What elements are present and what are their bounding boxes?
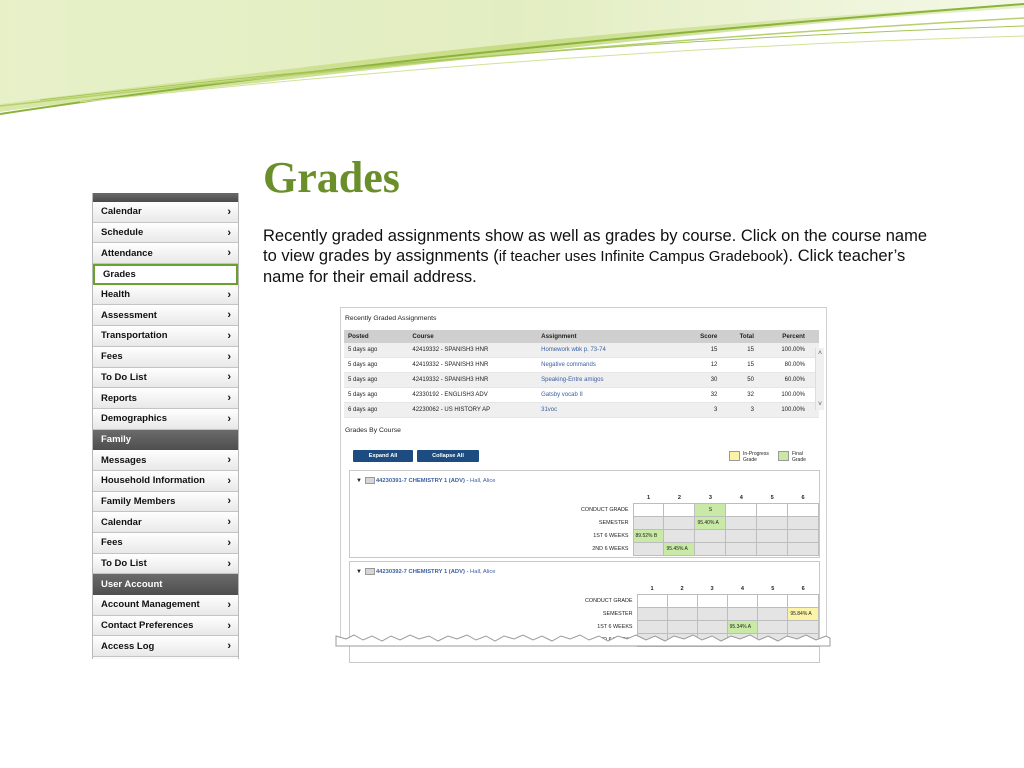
period-header-row [579, 493, 819, 504]
sidebar-item-family-to-do-list[interactable] [93, 554, 238, 575]
slide-description [263, 226, 943, 287]
table-row [344, 343, 819, 358]
sidebar-item-contact-preferences[interactable] [93, 616, 238, 637]
period-header-row [583, 584, 819, 595]
teacher-name-link[interactable]: Hall, Alice [470, 569, 496, 576]
sidebar-item-label: Assessment [101, 309, 157, 321]
sidebar-item-label: Calendar [101, 206, 142, 218]
desc-part-3: ). Click teacher’s name for their email address. [263, 247, 906, 286]
grade-cell [758, 608, 788, 621]
grade-cell [695, 530, 726, 543]
assignment-link[interactable]: Gatsby vocab II [537, 388, 684, 403]
table-row [344, 388, 819, 403]
period-header: 3 [708, 495, 712, 501]
grades-screenshot [340, 307, 827, 639]
column-header-posted: Posted [344, 330, 408, 343]
grade-cell [788, 543, 819, 556]
course-separator: - [464, 569, 471, 576]
sidebar-item-access-log[interactable] [93, 636, 238, 657]
course-cell: 42419332 - SPANISH3 HNR [408, 343, 537, 358]
desc-part-1: Recently graded assignments show as well as grades by course. Click on the course name to view grades by assignments ( [263, 227, 927, 265]
grid-corner [583, 584, 637, 595]
grade-cell [633, 543, 664, 556]
grade-cell [664, 504, 695, 517]
sidebar-item-account-management[interactable] [93, 595, 238, 616]
score-cell: 12 [685, 358, 722, 373]
sidebar-item-attendance[interactable] [93, 243, 238, 264]
sidebar-section-family: Family [93, 430, 238, 451]
legend-final-label: Final Grade [792, 451, 806, 463]
course-cell: 42330192 - ENGLISH3 ADV [408, 388, 537, 403]
chevron-right-icon: › [227, 454, 231, 467]
period-header: 5 [771, 586, 775, 592]
torn-edge-decoration [336, 630, 830, 646]
chevron-right-icon: › [227, 371, 231, 384]
grade-cell [633, 517, 664, 530]
sidebar-item-label: Grades [103, 268, 136, 280]
chevron-right-icon: › [227, 412, 231, 425]
score-cell: 3 [685, 403, 722, 418]
grade-cell [637, 608, 667, 621]
grid-corner [579, 493, 633, 504]
score-cell: 30 [685, 373, 722, 388]
sidebar-item-label: Health [101, 289, 131, 301]
percent-cell: 100.00% [758, 343, 819, 358]
sidebar-item-label: Contact Preferences [101, 620, 194, 632]
chevron-right-icon: › [227, 309, 231, 322]
sidebar-item-demographics[interactable] [93, 409, 238, 430]
grade-cell [757, 543, 788, 556]
sidebar-item-label: Household Information [101, 475, 205, 487]
slide-title: Grades [263, 153, 400, 202]
total-cell: 32 [721, 388, 758, 403]
table-header-row [344, 330, 819, 343]
table-row [344, 373, 819, 388]
grade-cell [788, 504, 819, 517]
row-label: 2ND 6 WEEKS [592, 546, 629, 552]
grade-cell [727, 608, 758, 621]
grade-row [583, 608, 819, 621]
period-header: 6 [801, 586, 805, 592]
course-name-link[interactable]: 44230392-7 CHEMISTRY 1 (ADV) [375, 569, 465, 576]
row-label: SEMESTER [602, 611, 633, 617]
chevron-right-icon: › [227, 536, 231, 549]
recent-scrollbar[interactable] [815, 348, 824, 410]
course-block-2 [349, 561, 820, 663]
sidebar-item-label: Family Members [101, 495, 176, 507]
course-cell: 42419332 - SPANISH3 HNR [408, 373, 537, 388]
chevron-right-icon: › [227, 226, 231, 239]
legend-in-progress-label: In-Progress Grade [743, 451, 769, 463]
table-row [344, 403, 819, 418]
chevron-right-icon: › [227, 329, 231, 342]
grade-cell [757, 504, 788, 517]
sidebar-item-label: Access Log [101, 640, 155, 652]
grade-cell [697, 608, 727, 621]
sidebar-item-label: Messages [101, 454, 147, 466]
grade-cell [757, 530, 788, 543]
grade-cell [788, 595, 819, 608]
column-header-course: Course [408, 330, 537, 343]
sidebar-item-transportation[interactable] [93, 326, 238, 347]
sidebar-item-health[interactable] [93, 285, 238, 306]
chevron-right-icon: › [227, 598, 231, 611]
scroll-down-icon[interactable]: ˅ [817, 401, 823, 408]
period-header: 1 [650, 586, 654, 592]
sidebar-item-label: Transportation [101, 330, 168, 342]
grade-row [583, 595, 819, 608]
sidebar-item-family-members[interactable] [93, 492, 238, 513]
course-cell: 42419332 - SPANISH3 HNR [408, 358, 537, 373]
desc-part-2: if teacher uses Infinite Campus Gradebook [498, 248, 784, 265]
total-cell: 15 [721, 343, 758, 358]
chevron-right-icon: › [227, 495, 231, 508]
assignment-link[interactable]: Negative commands [537, 358, 684, 373]
chevron-right-icon: › [227, 350, 231, 363]
chevron-right-icon: › [227, 205, 231, 218]
period-header: 6 [801, 495, 805, 501]
grade-row [579, 504, 819, 517]
row-label: 1ST 6 WEEKS [593, 533, 629, 539]
collapse-triangle-icon[interactable]: ▼ [356, 478, 362, 485]
period-header: 2 [680, 586, 684, 592]
table-row [344, 358, 819, 373]
sidebar-item-label: Account Management [101, 599, 200, 611]
total-cell: 50 [721, 373, 758, 388]
chevron-right-icon: › [227, 392, 231, 405]
sidebar-section-user-account: User Account [93, 574, 238, 595]
assignment-link[interactable]: Homework wbk p. 73-74 [537, 343, 684, 358]
grade-row [579, 517, 819, 530]
percent-cell: 60.00% [758, 373, 819, 388]
recent-assignments-heading: Recently Graded Assignments [345, 315, 437, 322]
column-header-assignment: Assignment [537, 330, 684, 343]
sidebar-item-family-fees[interactable] [93, 533, 238, 554]
grade-cell [695, 543, 726, 556]
sidebar-item-label: To Do List [101, 558, 147, 570]
grade-row [579, 543, 819, 556]
sidebar-item-reports[interactable] [93, 388, 238, 409]
course-header [356, 477, 495, 484]
sidebar-item-label: Fees [101, 351, 123, 363]
grade-cell: 95.34% A [727, 621, 758, 634]
column-header-score: Score [685, 330, 722, 343]
grade-cell [727, 595, 758, 608]
course-name-link[interactable]: 44230391-7 CHEMISTRY 1 (ADV) [375, 478, 465, 485]
row-label: 1ST 6 WEEKS [597, 624, 633, 630]
sidebar-item-messages[interactable] [93, 450, 238, 471]
chevron-right-icon: › [227, 640, 231, 653]
score-cell: 32 [685, 388, 722, 403]
sidebar-item-label: Schedule [101, 227, 144, 239]
grade-cell [726, 517, 757, 530]
collapse-all-button[interactable]: Collapse All [417, 450, 479, 462]
sidebar-item-schedule[interactable] [93, 223, 238, 244]
grade-cell: 95.84% A [788, 608, 819, 621]
sidebar-item-label: Calendar [101, 516, 142, 528]
grade-cell [667, 595, 697, 608]
chevron-right-icon: › [227, 474, 231, 487]
posted-cell: 5 days ago [344, 358, 408, 373]
sidebar-item-label: Fees [101, 537, 123, 549]
menu-top-header [93, 193, 238, 202]
posted-cell: 5 days ago [344, 373, 408, 388]
percent-cell: 100.00% [758, 403, 819, 418]
decorative-swoosh [0, 0, 1024, 130]
grade-cell [637, 595, 667, 608]
column-header-total: Total [721, 330, 758, 343]
percent-cell: 100.00% [758, 388, 819, 403]
sidebar-item-assessment[interactable] [93, 305, 238, 326]
sidebar-item-fees[interactable] [93, 347, 238, 368]
sidebar-item-label: Attendance [101, 247, 153, 259]
row-label: SEMESTER [598, 520, 629, 526]
grade-cell [788, 530, 819, 543]
course-icon [365, 568, 375, 575]
grade-cell [758, 595, 788, 608]
recent-assignments-table [344, 330, 819, 418]
grade-cell: 95.45% A [664, 543, 695, 556]
chevron-right-icon: › [227, 619, 231, 632]
grade-cell [726, 530, 757, 543]
sidebar-item-grades[interactable] [93, 264, 238, 285]
chevron-right-icon: › [227, 247, 231, 260]
grade-grid [579, 493, 819, 556]
grade-cell [664, 530, 695, 543]
period-header: 1 [646, 495, 651, 501]
total-cell: 3 [721, 403, 758, 418]
teacher-name-link[interactable]: Hall, Alice [470, 478, 496, 485]
course-icon [365, 477, 375, 484]
chevron-right-icon: › [227, 516, 231, 529]
column-header-percent: Percent [758, 330, 819, 343]
score-cell: 15 [685, 343, 722, 358]
posted-cell: 6 days ago [344, 403, 408, 418]
grade-cell [664, 517, 695, 530]
grade-cell [757, 517, 788, 530]
grade-cell [788, 517, 819, 530]
total-cell: 15 [721, 358, 758, 373]
nav-menu [92, 193, 239, 659]
sidebar-item-label: Demographics [101, 413, 167, 425]
sidebar-item-to-do-list[interactable] [93, 368, 238, 389]
course-block-1 [349, 470, 820, 558]
row-label: CONDUCT GRADE [581, 507, 629, 513]
grade-cell: S [695, 504, 726, 517]
period-header: 5 [770, 495, 774, 501]
scroll-up-icon[interactable]: ˄ [817, 350, 823, 357]
grade-cell [726, 543, 757, 556]
period-header: 4 [739, 495, 743, 501]
row-label: CONDUCT GRADE [585, 598, 633, 604]
chevron-right-icon: › [227, 288, 231, 301]
posted-cell: 5 days ago [344, 388, 408, 403]
assignment-link[interactable]: 31voc [537, 403, 684, 418]
sidebar-item-calendar[interactable] [93, 202, 238, 223]
grade-cell [726, 504, 757, 517]
grade-cell [667, 608, 697, 621]
percent-cell: 80.00% [758, 358, 819, 373]
grade-row [579, 530, 819, 543]
legend-in-progress [729, 451, 779, 463]
sidebar-item-family-calendar[interactable] [93, 512, 238, 533]
period-header: 3 [710, 586, 714, 592]
final-swatch [778, 451, 789, 461]
sidebar-item-household-information[interactable] [93, 471, 238, 492]
grade-cell [633, 504, 664, 517]
period-header: 4 [740, 586, 745, 592]
period-header: 2 [677, 495, 682, 501]
grades-by-course-heading: Grades By Course [345, 427, 401, 434]
expand-all-button[interactable]: Expand All [353, 450, 413, 462]
chevron-right-icon: › [227, 557, 231, 570]
assignment-link[interactable]: Speaking-Entre amigos [537, 373, 684, 388]
grade-cell: 89.52% B [633, 530, 664, 543]
grade-cell: 95.40% A [695, 517, 726, 530]
course-header [356, 568, 495, 575]
collapse-triangle-icon[interactable]: ▼ [356, 569, 362, 576]
in-progress-swatch [729, 451, 740, 461]
sidebar-item-label: To Do List [101, 371, 147, 383]
legend-final [778, 451, 816, 463]
posted-cell: 5 days ago [344, 343, 408, 358]
course-separator: - [464, 478, 471, 485]
sidebar-item-label: Reports [101, 392, 137, 404]
course-cell: 42230062 - US HISTORY AP [408, 403, 537, 418]
grade-cell [697, 595, 727, 608]
